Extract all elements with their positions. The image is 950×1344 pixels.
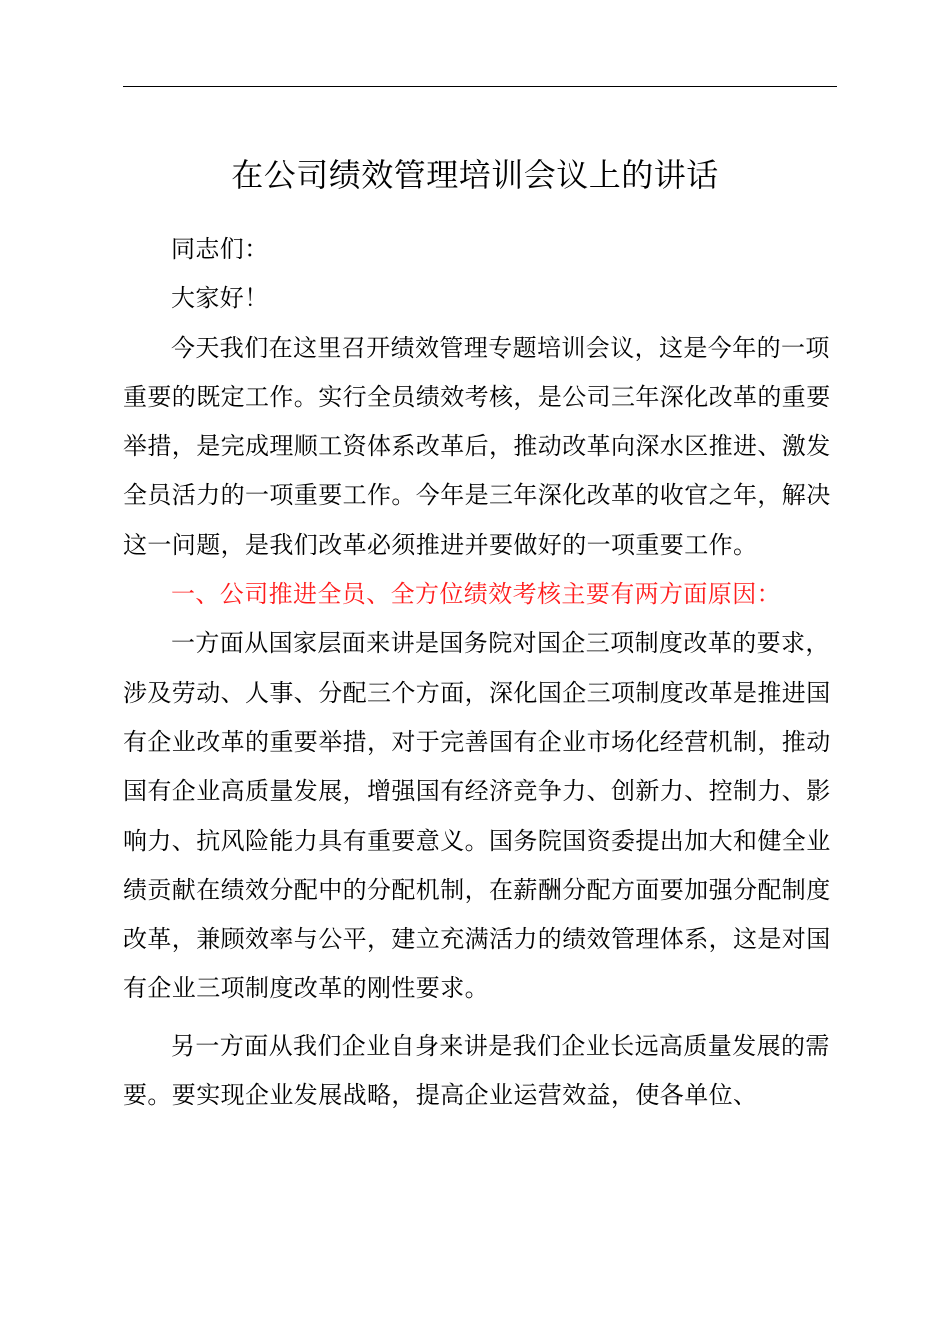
document-body	[123, 225, 837, 1120]
salutation: 同志们：	[171, 235, 269, 263]
document-title: 在公司绩效管理培训会议上的讲话	[231, 156, 719, 194]
paragraph-national-level: 一方面从国家层面来讲是国务院对国企三项制度改革的要求，涉及劳动、人事、分配三个方面，深化国企三项制度改革是推进国有企业改革的重要举措，对于完善国有企业市场化经营机制，推动国有企业高质量发展，增强国有经济竞争力、创新力、控制力、影响力、抗风险能力具有重要意义。国务院国资委提出加大和健全业绩贡献在绩效分配中的分配机制，在薪酬分配方面要加强分配制度改革，兼顾效率与公平，建立充满活力的绩效管理体系，这是对国有企业三项制度改革的刚性要求。	[123, 629, 831, 1003]
header-rule	[123, 86, 837, 87]
section-heading-1: 一、公司推进全员、全方位绩效考核主要有两方面原因：	[171, 580, 781, 609]
greeting: 大家好！	[171, 284, 269, 313]
paragraph-enterprise-level: 另一方面从我们企业自身来讲是我们企业长远高质量发展的需要。要实现企业发展战略，提高企业运营效益，使各单位、	[123, 1031, 830, 1110]
paragraph-intro: 今天我们在这里召开绩效管理专题培训会议，这是今年的一项重要的既定工作。实行全员绩效考核，是公司三年深化改革的重要举措，是完成理顺工资体系改革后，推动改革向深水区推进、激发全员活力的一项重要工作。今年是三年深化改革的收官之年，解决这一问题，是我们改革必须推进并要做好的一项重要工作。	[123, 333, 831, 559]
